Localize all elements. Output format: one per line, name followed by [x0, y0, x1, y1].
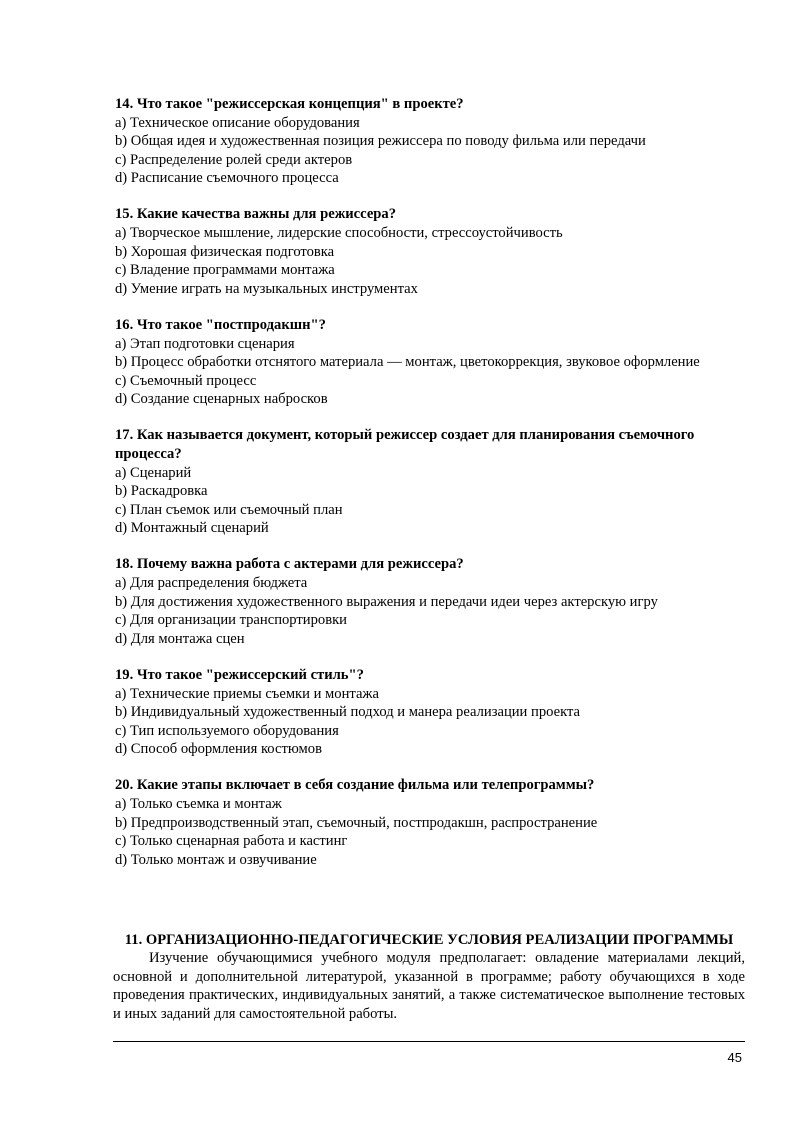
answer-option: b) Раскадровка: [115, 483, 208, 500]
question-19: [115, 666, 745, 759]
answer-option: a) Для распределения бюджета: [115, 575, 308, 592]
footer-divider: [113, 1041, 745, 1042]
question-title: 19. Что такое "режиссерский стиль"?: [115, 666, 364, 683]
answer-option: b) Для достижения художественного выражения и передачи идеи через актерскую игру: [115, 593, 658, 610]
answer-option: c) Владение программами монтажа: [115, 262, 335, 279]
answer-option: d) Расписание съемочного процесса: [115, 170, 339, 187]
answer-option: b) Общая идея и художественная позиция режиссера по поводу фильма или передачи: [115, 133, 646, 150]
answer-option: d) Умение играть на музыкальных инструментах: [115, 280, 418, 297]
question-title: 17. Как называется документ, который режиссер создает для планирования съемочного процесса?: [115, 427, 695, 462]
answer-option: c) Для организации транспортировки: [115, 612, 347, 629]
answer-option: d) Способ оформления костюмов: [115, 741, 322, 758]
page-number: 45: [727, 1050, 742, 1065]
question-title: 15. Какие качества важны для режиссера?: [115, 206, 397, 223]
question-title: 20. Какие этапы включает в себя создание фильма или телепрограммы?: [115, 777, 595, 794]
answer-option: b) Процесс обработки отснятого материала — монтаж, цветокоррекция, звуковое оформление: [115, 354, 700, 371]
question-title: 16. Что такое "постпродакшн"?: [115, 316, 326, 333]
quiz-questions: [115, 95, 745, 887]
question-title: 18. Почему важна работа с актерами для режиссера?: [115, 556, 464, 573]
answer-option: b) Хорошая физическая подготовка: [115, 243, 335, 260]
answer-option: c) Только сценарная работа и кастинг: [115, 833, 348, 850]
answer-option: c) Тип используемого оборудования: [115, 722, 339, 739]
section-heading: 11. ОРГАНИЗАЦИОННО-ПЕДАГОГИЧЕСКИЕ УСЛОВИЯ РЕАЛИЗАЦИИ ПРОГРАММЫ: [124, 932, 734, 948]
answer-option: c) Распределение ролей среди актеров: [115, 151, 353, 168]
answer-option: d) Только монтаж и озвучивание: [115, 851, 317, 868]
answer-option: a) Творческое мышление, лидерские способности, стрессоустойчивость: [115, 225, 563, 242]
answer-option: a) Технические приемы съемки и монтажа: [115, 685, 379, 702]
answer-option: b) Предпроизводственный этап, съемочный, постпродакшн, распространение: [115, 814, 598, 831]
question-14: [115, 95, 745, 188]
answer-option: a) Только съемка и монтаж: [115, 796, 282, 812]
answer-option: c) Съемочный процесс: [115, 372, 257, 389]
answer-option: b) Индивидуальный художественный подход и манера реализации проекта: [115, 704, 581, 721]
question-16: [115, 316, 745, 409]
answer-option: c) План съемок или съемочный план: [115, 501, 343, 518]
question-15: [115, 205, 745, 298]
question-18: [115, 555, 745, 648]
answer-option: d) Монтажный сценарий: [115, 520, 269, 537]
question-20: [115, 776, 745, 869]
answer-option: d) Создание сценарных набросков: [115, 391, 328, 408]
section-paragraph: Изучение обучающимися учебного модуля предполагает: овладение материалами лекций, основной и дополнительной литературой, указанной в программе; работу обучающихся в ходе проведения практических, индивидуальных занятий, а также систематическое выполнение тестовых и иных заданий для самостоятельной работы.: [113, 950, 745, 1022]
answer-option: a) Этап подготовки сценария: [115, 335, 295, 352]
answer-option: a) Сценарий: [115, 464, 192, 481]
answer-option: d) Для монтажа сцен: [115, 630, 245, 647]
section-organizational-conditions: [113, 931, 745, 1023]
answer-option: a) Техническое описание оборудования: [115, 114, 360, 131]
question-title: 14. Что такое "режиссерская концепция" в проекте?: [115, 96, 464, 112]
question-17: [115, 426, 745, 538]
